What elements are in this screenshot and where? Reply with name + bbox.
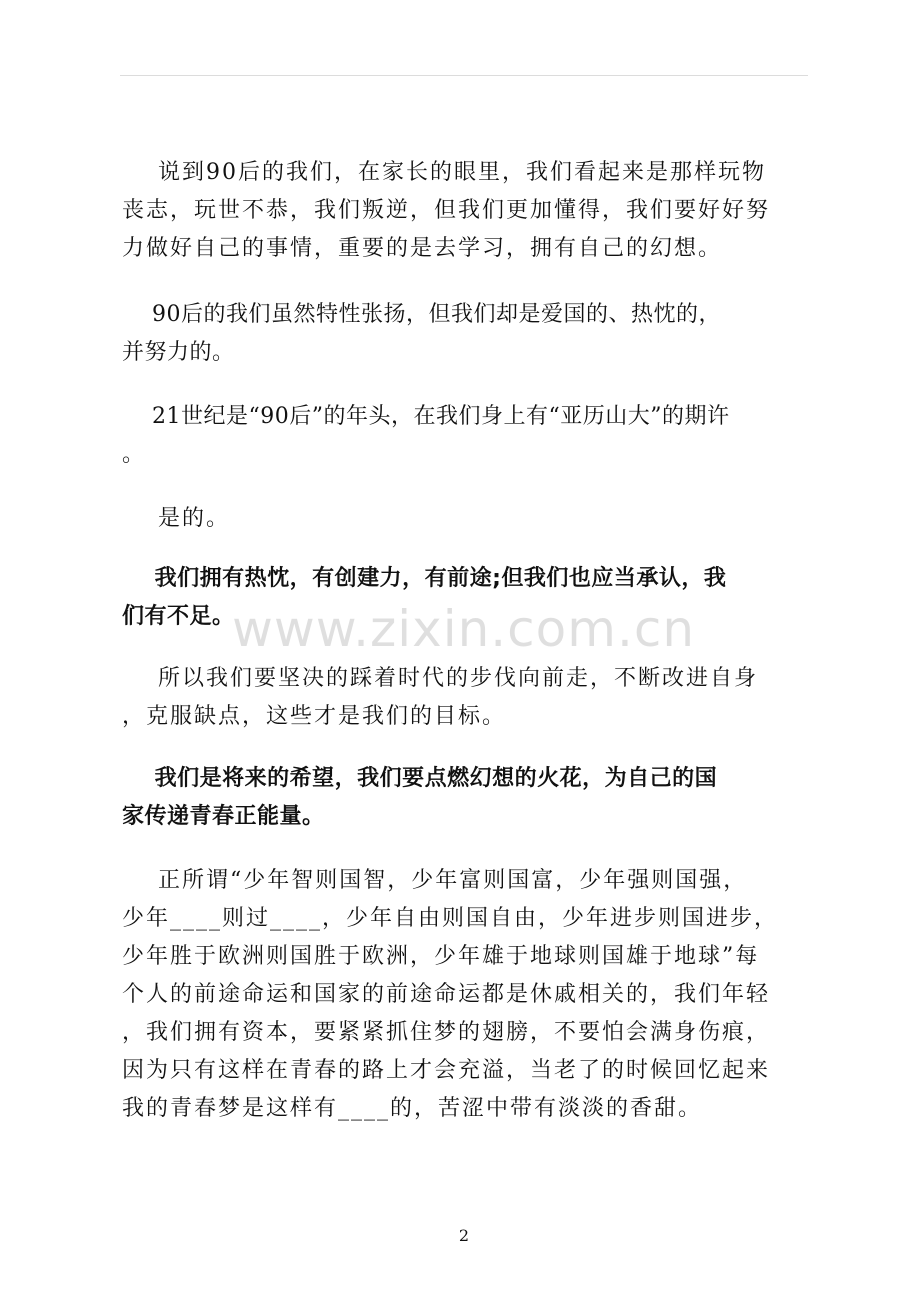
paragraph-line: 因为只有这样在青春的路上才会充溢，当老了的时候回忆起来 [122,1058,771,1083]
paragraph-line: 21世纪是“90后”的年头，在我们身上有“亚历山大”的期许 [122,404,730,429]
paragraph-line: 丧志，玩世不恭，我们叛逆，但我们更加懂得，我们要好好努 [122,198,771,223]
paragraph-line: 。 [122,442,145,467]
paragraph-line: ，我们拥有资本，要紧紧抓住梦的翅膀，不要怕会满身伤痕， [122,1020,771,1045]
paragraph-line: 是的。 [122,506,230,531]
paragraph-line: 90后的我们虽然特性张扬，但我们却是爱国的、热忱的， [122,302,721,327]
paragraph-3 [122,398,812,474]
header-rule [120,75,808,76]
paragraph-line: 个人的前途命运和国家的前途命运都是休戚相关的，我们年轻 [122,982,771,1007]
paragraph-2 [122,296,812,372]
paragraph-line: 力做好自己的事情，重要的是去学习，拥有自己的幻想。 [122,236,723,261]
paragraph-8 [122,862,812,1128]
watermark: www.zixin.com.cn [232,600,696,658]
paragraph-line: 正所谓“少年智则国智，少年富则国富，少年强则国强， [122,868,748,893]
paragraph-line: 我们是将来的希望，我们要点燃幻想的火花，为自己的国 [122,766,718,791]
paragraph-line: 家传递青春正能量。 [122,804,325,829]
paragraph-line: 我们拥有热忱，有创建力，有前途;但我们也应当承认，我 [122,566,727,591]
paragraph-line: 们有不足。 [122,604,235,629]
paragraph-1 [122,154,812,268]
paragraph-line: 并努力的。 [122,340,235,365]
paragraph-line: 说到90后的我们，在家长的眼里，我们看起来是那样玩物 [122,160,766,185]
page-number: 2 [458,1226,470,1245]
paragraph-line: 少年____则过____，少年自由则国自由，少年进步则国进步， [122,906,779,931]
paragraph-line: 我的青春梦是这样有____的，苦涩中带有淡淡的香甜。 [122,1096,703,1121]
paragraph-line: 所以我们要坚决的踩着时代的步伐向前走，不断改进自身 [122,666,758,691]
paragraph-4 [122,500,812,538]
paragraph-6 [122,660,812,736]
paragraph-7-bold [122,760,812,836]
paragraph-line: ，克服缺点，这些才是我们的目标。 [122,704,507,729]
paragraph-line: 少年胜于欧洲则国胜于欧洲，少年雄于地球则国雄于地球”每 [122,944,760,969]
